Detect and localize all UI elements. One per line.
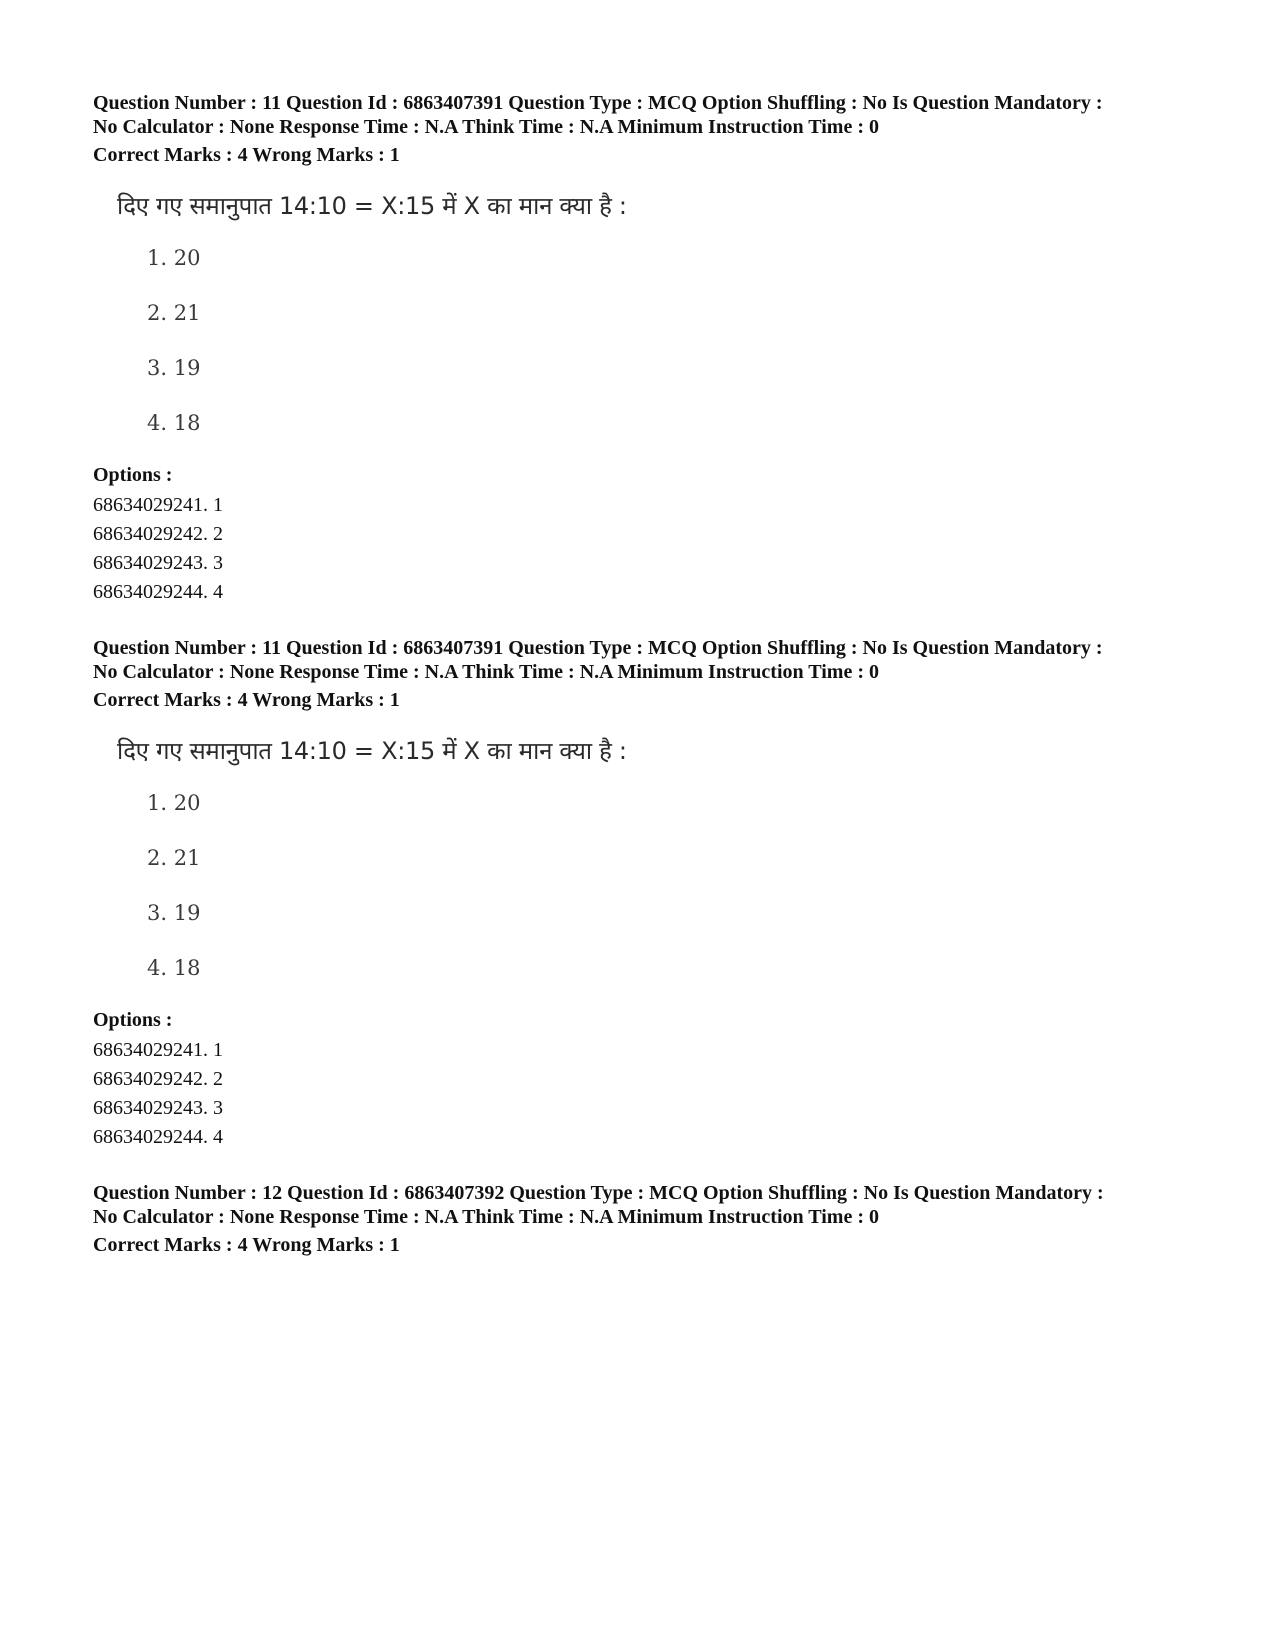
option-item: 68634029241. 1 xyxy=(93,1039,223,1061)
option-item: 68634029244. 4 xyxy=(93,581,223,603)
question-marks: Correct Marks : 4 Wrong Marks : 1 xyxy=(93,689,400,711)
choice-item: 4. 18 xyxy=(147,956,201,980)
choice-list xyxy=(147,786,677,1006)
choice-item: 2. 21 xyxy=(147,846,201,870)
options-label: Options : xyxy=(93,1009,173,1031)
option-item: 68634029242. 2 xyxy=(93,523,223,545)
option-item: 68634029242. 2 xyxy=(93,1068,223,1090)
question-meta-line-2: No Calculator : None Response Time : N.A Think Time : N.A Minimum Instruction Time : 0 xyxy=(93,1206,879,1228)
question-image xyxy=(117,189,677,461)
question-text: दिए गए समानुपात 14:10 = X:15 में X का मान क्या है : xyxy=(117,192,627,220)
option-item: 68634029243. 3 xyxy=(93,552,223,574)
choice-item: 3. 19 xyxy=(147,356,201,380)
choice-list xyxy=(147,241,677,461)
choice-item: 1. 20 xyxy=(147,791,201,815)
choice-item: 1. 20 xyxy=(147,246,201,270)
choice-item: 2. 21 xyxy=(147,301,201,325)
option-list xyxy=(93,491,1193,607)
question-meta-line-1: Question Number : 11 Question Id : 6863407391 Question Type : MCQ Option Shuffling : No Is Question Mandatory : xyxy=(93,637,1103,659)
choice-item: 3. 19 xyxy=(147,901,201,925)
option-item: 68634029243. 3 xyxy=(93,1097,223,1119)
question-text: दिए गए समानुपात 14:10 = X:15 में X का मान क्या है : xyxy=(117,737,627,765)
question-block xyxy=(93,636,1193,1152)
choice-item: 4. 18 xyxy=(147,411,201,435)
option-item: 68634029244. 4 xyxy=(93,1126,223,1148)
question-marks: Correct Marks : 4 Wrong Marks : 1 xyxy=(93,1234,400,1256)
option-item: 68634029241. 1 xyxy=(93,494,223,516)
question-marks: Correct Marks : 4 Wrong Marks : 1 xyxy=(93,144,400,166)
question-meta-line-2: No Calculator : None Response Time : N.A Think Time : N.A Minimum Instruction Time : 0 xyxy=(93,661,879,683)
question-meta-line-2: No Calculator : None Response Time : N.A Think Time : N.A Minimum Instruction Time : 0 xyxy=(93,116,879,138)
question-meta-line-1: Question Number : 11 Question Id : 6863407391 Question Type : MCQ Option Shuffling : No Is Question Mandatory : xyxy=(93,92,1103,114)
question-block xyxy=(93,1181,1193,1257)
options-label: Options : xyxy=(93,464,173,486)
question-block xyxy=(93,91,1193,607)
question-meta-line-1: Question Number : 12 Question Id : 6863407392 Question Type : MCQ Option Shuffling : No Is Question Mandatory : xyxy=(93,1182,1104,1204)
option-list xyxy=(93,1036,1193,1152)
question-image xyxy=(117,734,677,1006)
